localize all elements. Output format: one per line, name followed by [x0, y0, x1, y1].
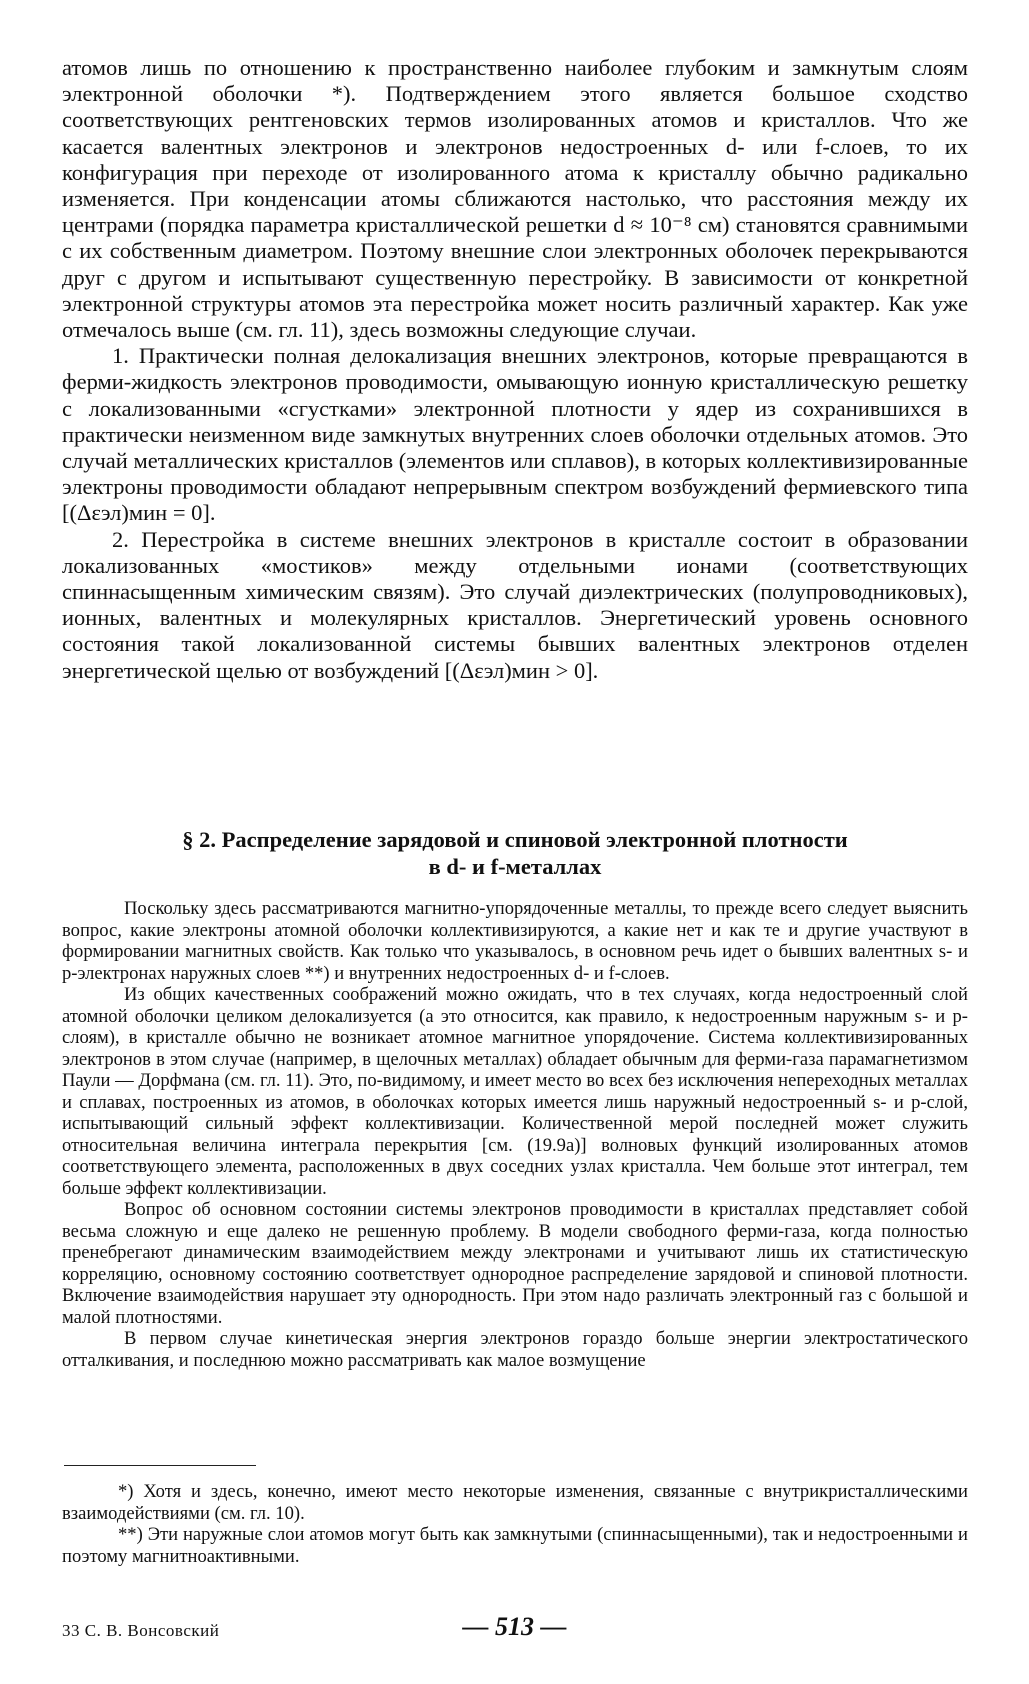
footnotes [62, 1481, 968, 1567]
footnote-1: *) Хотя и здесь, конечно, имеют место некоторые изменения, связанные с внутрикристаллическими взаимодействиями (см. гл. 10). [62, 1481, 968, 1524]
paragraph-case-2: 2. Перестройка в системе внешних электронов в кристалле состоит в образовании локализованных «мостиков» между отдельными ионами (соответствующих спиннасыщенным химическим связям). Это случай диэлектрических (полупроводниковых), ионных, валентных и молекулярных кристаллов. Энергетический уровень основного состояния такой локализованной системы бывших валентных электронов отделен энергетической щелью от возбуждений [(Δεэл)мин > 0]. [62, 526, 968, 683]
section-heading-line-1: § 2. Распределение зарядовой и спиновой электронной плотности [182, 827, 848, 852]
paragraph-small: В первом случае кинетическая энергия электронов гораздо больше энергии электростатического отталкивания, и последнюю можно рассматривать как малое возмущение [62, 1328, 968, 1371]
signature-mark: 33 С. В. Вонсовский [62, 1621, 220, 1640]
main-text [62, 55, 968, 684]
section-heading [62, 826, 968, 880]
section-heading-line-2: в d- и f-металлах [428, 854, 602, 879]
footnote-divider [64, 1465, 256, 1466]
paragraph-small: Из общих качественных соображений можно ожидать, что в тех случаях, когда недостроенный слой атомной оболочки целиком делокализуется (а это относится, как правило, к недостроенным наружным s- и p-слоям), в кристалле обычно не возникает атомное магнитное упорядочение. Система коллективизированных электронов в этом случае (например, в щелочных металлах) обладает обычным для ферми-газа парамагнетизмом Паули — Дорфмана (см. гл. 11). Это, по-видимому, и имеет место во всех без исключения непереходных металлах и сплавах, построенных из атомов, в оболочках которых имеется лишь наружный недостроенный s- и p-слой, испытывающий сильный эффект коллективизации. Количественной мерой последней может служить относительная величина интеграла перекрытия [см. (19.9а)] волновых функций изолированных атомов соответствующего элемента, расположенных в двух соседних узлах кристалла. Чем больше этот интеграл, тем больше эффект коллективизации. [62, 984, 968, 1199]
paragraph-case-1: 1. Практически полная делокализация внешних электронов, которые превращаются в ферми-жидкость электронов проводимости, омывающую ионную кристаллическую решетку с локализованными «сгустками» электронной плотности у ядер из сохранившихся в практически неизменном виде замкнутых внутренних слоев оболочки отдельных атомов. Это случай металлических кристаллов (элементов или сплавов), в которых коллективизированные электроны проводимости обладают непрерывным спектром возбуждений фермиевского типа [(Δεэл)мин = 0]. [62, 343, 968, 526]
paragraph-small: Поскольку здесь рассматриваются магнитно-упорядоченные металлы, то прежде всего следует выяснить вопрос, какие электроны атомной оболочки коллективизируются, а какие нет и как те и другие участвуют в формировании магнитных свойств. Как только что указывалось, в основном речь идет о бывших валентных s- и p-электронах наружных слоев **) и внутренних недостроенных d- и f-слоев. [62, 898, 968, 984]
footnote-2: **) Эти наружные слои атомов могут быть как замкнутыми (спиннасыщенными), так и недостроенными и поэтому магнитноактивными. [62, 1524, 968, 1567]
section-text [62, 898, 968, 1371]
paragraph-small: Вопрос об основном состоянии системы электронов проводимости в кристаллах представляет собой весьма сложную и еще далеко не решенную проблему. В модели свободного ферми-газа, когда полностью пренебрегают динамическим взаимодействием между электронами и учитывают лишь их статистическую корреляцию, основному состоянию соответствует однородное распределение зарядовой и спиновой плотности. Включение взаимодействия нарушает эту однородность. При этом надо различать электронный газ с большой и малой плотностями. [62, 1199, 968, 1328]
paragraph-intro: атомов лишь по отношению к пространственно наиболее глубоким и замкнутым слоям электронной оболочки *). Подтверждением этого является большое сходство соответствующих рентгеновских термов изолированных атомов и кристаллов. Что же касается валентных электронов и электронов недостроенных d- или f-слоев, то их конфигурация при переходе от изолированного атома к кристаллу обычно радикально изменяется. При конденсации атомы сближаются настолько, что расстояния между их центрами (порядка параметра кристаллической решетки d ≈ 10⁻⁸ см) становятся сравнимыми с их собственным диаметром. Поэтому внешние слои электронных оболочек перекрываются друг с другом и испытывают существенную перестройку. В зависимости от конкретной электронной структуры атомов эта перестройка может носить различный характер. Как уже отмечалось выше (см. гл. 11), здесь возможны следующие случаи. [62, 55, 968, 343]
page-number: — 513 — [462, 1612, 567, 1641]
